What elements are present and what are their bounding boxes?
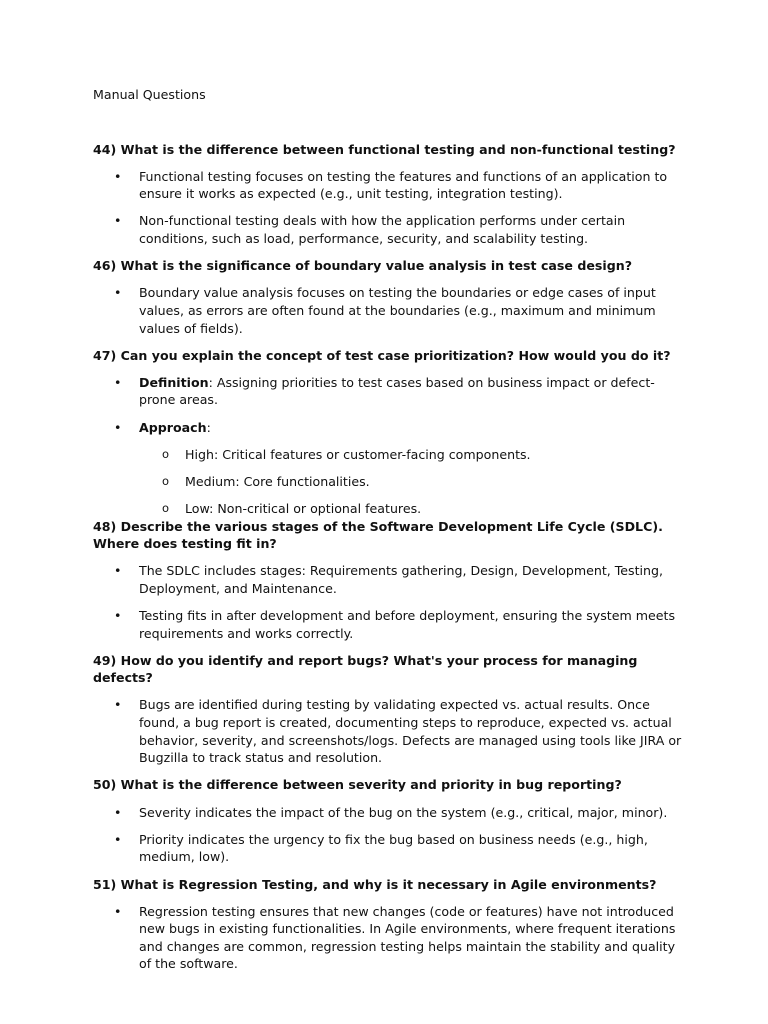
approach-sublist	[139, 446, 683, 518]
list-item: • Functional testing focuses on testing the features and functions of an application to ensure it works as expected (e.g., unit testing, integration testing).	[93, 168, 683, 203]
answer-list-46	[93, 284, 683, 337]
approach-text: :	[206, 419, 211, 435]
list-item: • Non-functional testing deals with how the application performs under certain conditions, such as load, performance, security, and scalability testing.	[93, 212, 683, 247]
approach-term: Approach	[139, 419, 207, 435]
question-44: 44) What is the difference between functional testing and non-functional testing?	[93, 141, 676, 157]
question-48: 48) Describe the various stages of the Software Development Life Cycle (SDLC). Where does testing fit in?	[93, 518, 663, 552]
list-item-approach	[93, 419, 683, 518]
list-item: • The SDLC includes stages: Requirements gathering, Design, Development, Testing, Deployment, and Maintenance.	[93, 562, 683, 597]
question-49: 49) How do you identify and report bugs? What's your process for managing defects?	[93, 652, 638, 686]
list-item: • Boundary value analysis focuses on testing the boundaries or edge cases of input values, as errors are often found at the boundaries (e.g., maximum and minimum values of fields).	[93, 284, 683, 337]
question-47: 47) Can you explain the concept of test case prioritization? How would you do it?	[93, 347, 671, 363]
sub-list-item: o Low: Non-critical or optional features.	[139, 500, 683, 518]
list-item: • Severity indicates the impact of the bug on the system (e.g., critical, major, minor).	[93, 804, 683, 822]
answer-list-47	[93, 374, 683, 518]
list-item: • Testing fits in after development and before deployment, ensuring the system meets requirements and works correctly.	[93, 607, 683, 642]
list-item-definition	[93, 374, 683, 409]
definition-text: : Assigning priorities to test cases based on business impact or defect-prone areas.	[139, 374, 655, 408]
list-item: • Priority indicates the urgency to fix the bug based on business needs (e.g., high, medium, low).	[93, 831, 683, 866]
definition-term: Definition	[139, 374, 209, 390]
answer-list-51	[93, 903, 683, 973]
question-50: 50) What is the difference between severity and priority in bug reporting?	[93, 777, 622, 793]
list-item: • Bugs are identified during testing by validating expected vs. actual results. Once found, a bug report is created, documenting steps to reproduce, expected vs. actual behavior, severity, and screenshots/logs. Defects are managed using tools like JIRA or Bugzilla to track status and resolution.	[93, 696, 683, 766]
answer-list-49	[93, 696, 683, 766]
answer-list-48	[93, 562, 683, 642]
answer-list-50	[93, 804, 683, 866]
answer-list-44	[93, 168, 683, 248]
document-title: Manual Questions	[93, 87, 206, 102]
question-46: 46) What is the significance of boundary value analysis in test case design?	[93, 258, 632, 274]
list-item: • Regression testing ensures that new changes (code or features) have not introduced new bugs in existing functionalities. In Agile environments, where frequent iterations and changes are common, regression testing helps maintain the stability and quality of the software.	[93, 903, 683, 973]
question-51: 51) What is Regression Testing, and why is it necessary in Agile environments?	[93, 876, 657, 892]
sub-list-item: o High: Critical features or customer-facing components.	[139, 446, 683, 464]
document-page	[93, 86, 683, 983]
sub-list-item: o Medium: Core functionalities.	[139, 473, 683, 491]
